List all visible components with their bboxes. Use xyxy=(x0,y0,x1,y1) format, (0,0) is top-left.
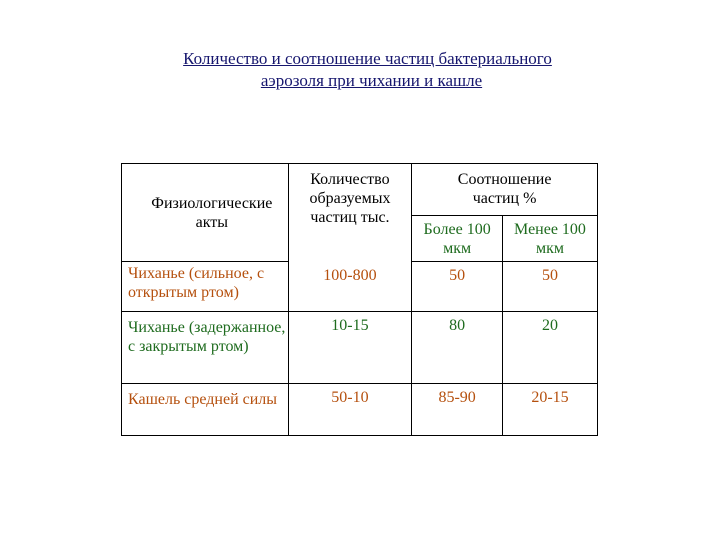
header-particle-count xyxy=(288,164,412,262)
header-more-100-label: Более 100 мкм xyxy=(423,221,491,257)
row-more: 80 xyxy=(412,312,503,384)
header-less-100 xyxy=(503,216,598,262)
header-physiological-acts xyxy=(122,164,289,262)
table-row xyxy=(122,262,598,312)
header-particle-count-label: Количество образуемых частиц тыс. xyxy=(309,171,391,226)
header-more-100 xyxy=(412,216,503,262)
row-label: Кашель средней силы xyxy=(122,384,289,436)
table-row xyxy=(122,312,598,384)
row-count: 50-10 xyxy=(288,384,412,436)
row-count: 100-800 xyxy=(288,262,412,312)
row-less: 50 xyxy=(503,262,598,312)
row-less: 20 xyxy=(503,312,598,384)
row-label: Чиханье (задержанное, с закрытым ртом) xyxy=(122,312,289,384)
row-less: 20-15 xyxy=(503,384,598,436)
header-less-100-label: Менее 100 мкм xyxy=(514,221,586,257)
header-particle-ratio xyxy=(412,164,598,216)
row-label: Чиханье (сильное, с открытым ртом) xyxy=(122,262,289,312)
row-count: 10-15 xyxy=(288,312,412,384)
table-row xyxy=(122,384,598,436)
title-line-2: аэрозоля при чихании и кашле xyxy=(260,71,483,90)
particle-table xyxy=(121,163,598,436)
row-more: 85-90 xyxy=(412,384,503,436)
header-particle-ratio-label: Соотношение частиц % xyxy=(457,171,552,207)
title-line-1: Количество и соотношение частиц бактериального xyxy=(183,49,552,68)
row-more: 50 xyxy=(412,262,503,312)
header-physiological-acts-label: Физиологические акты xyxy=(151,194,273,231)
slide-title xyxy=(100,48,635,92)
